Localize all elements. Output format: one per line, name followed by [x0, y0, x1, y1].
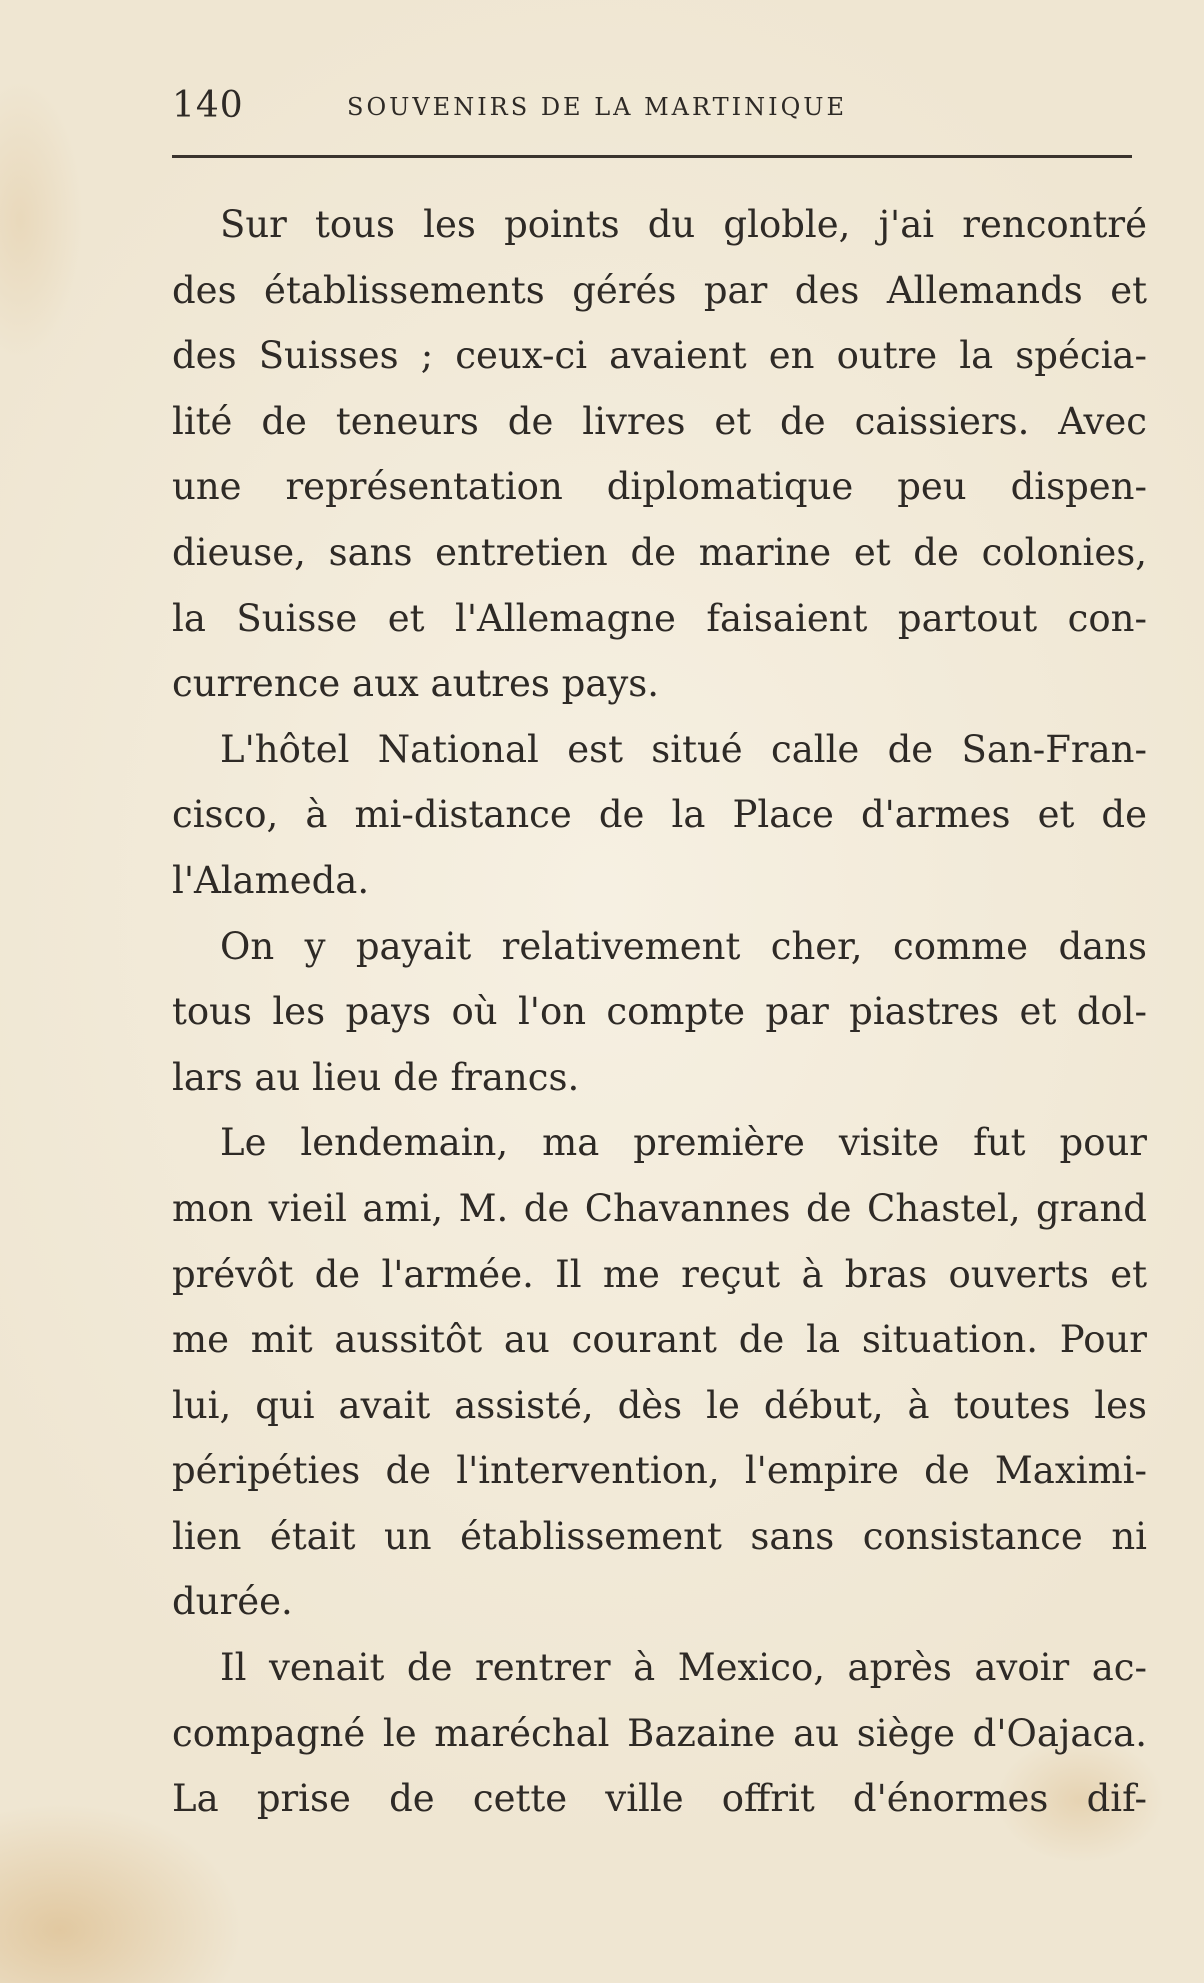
- text-line: On y payait relativement cher, comme dans: [220, 924, 1147, 968]
- text-line: lars au lieu de francs.: [172, 1055, 580, 1099]
- text-line: des Suisses ; ceux-ci avaient en outre la spécia-: [172, 334, 1147, 378]
- text-line: me mit aussitôt au courant de la situation. Pour: [172, 1318, 1147, 1362]
- body-text: [172, 192, 1147, 1832]
- text-line: La prise de cette ville offrit d'énormes dif-: [172, 1777, 1147, 1821]
- running-title: SOUVENIRS DE LA MARTINIQUE: [347, 93, 848, 121]
- text-line: currence aux autres pays.: [172, 662, 660, 706]
- text-line: lité de teneurs de livres et de caissiers. Avec: [172, 399, 1147, 443]
- running-head: [172, 86, 1132, 126]
- text-line: L'hôtel National est situé calle de San-Fran-: [220, 727, 1147, 771]
- text-line: des établissements gérés par des Allemands et: [172, 268, 1147, 312]
- text-line: durée.: [172, 1580, 293, 1624]
- text-line: mon vieil ami, M. de Chavannes de Chastel, grand: [172, 1186, 1147, 1230]
- text-line: Sur tous les points du globle, j'ai rencontré: [220, 203, 1147, 246]
- text-line: compagné le maréchal Bazaine au siège d'Oajaca.: [172, 1711, 1147, 1755]
- text-line: lien était un établissement sans consistance ni: [172, 1514, 1147, 1558]
- text-line: cisco, à mi-distance de la Place d'armes et de: [172, 793, 1147, 837]
- text-line: la Suisse et l'Allemagne faisaient partout con-: [172, 596, 1147, 640]
- page-number: 140: [172, 85, 244, 126]
- text-line: prévôt de l'armée. Il me reçut à bras ouverts et: [172, 1252, 1147, 1296]
- text-line: dieuse, sans entretien de marine et de colonies,: [172, 530, 1147, 574]
- text-line: lui, qui avait assisté, dès le début, à toutes les: [172, 1383, 1147, 1427]
- text-line: une représentation diplomatique peu dispen-: [172, 465, 1147, 509]
- text-line: péripéties de l'intervention, l'empire de Maximi-: [172, 1449, 1147, 1493]
- text-line: Le lendemain, ma première visite fut pour: [220, 1121, 1147, 1165]
- text-line: tous les pays où l'on compte par piastres et dol-: [172, 990, 1147, 1034]
- text-line: l'Alameda.: [172, 858, 370, 902]
- text-line: Il venait de rentrer à Mexico, après avoir ac-: [220, 1646, 1147, 1690]
- header-rule: [172, 155, 1132, 158]
